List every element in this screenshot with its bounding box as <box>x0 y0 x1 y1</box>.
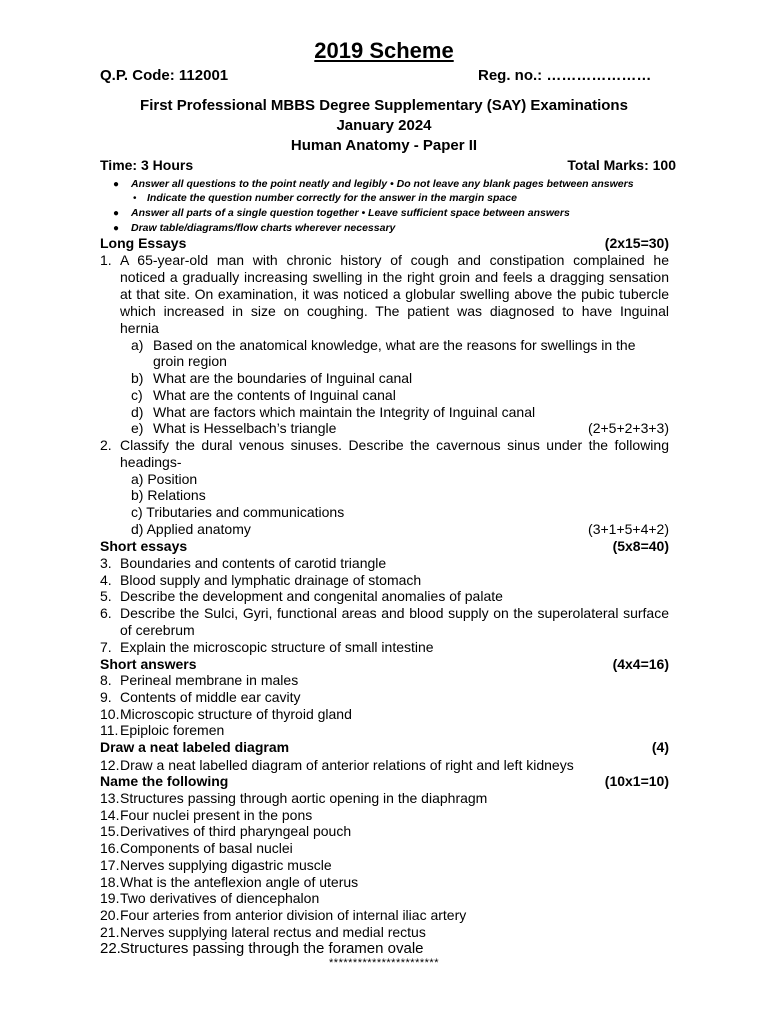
section-name-following <box>100 773 669 789</box>
part-text: Based on the anatomical knowledge, what are the reasons for swellings in the <box>153 337 636 353</box>
question-text: Explain the microscopic structure of small intestine <box>120 639 434 655</box>
question-text: Blood supply and lymphatic drainage of stomach <box>120 572 422 588</box>
exam-title: First Professional MBBS Degree Supplementary (SAY) Examinations <box>140 97 628 114</box>
section-heading: Name the following <box>100 773 229 789</box>
total-marks: Total Marks: 100 <box>567 157 676 173</box>
question-text: Derivatives of third pharyngeal pouch <box>120 823 352 839</box>
reg-no: Reg. no.: ………………… <box>478 67 652 84</box>
instruction-3: Answer all parts of a single question together • Leave sufficient space between answers <box>131 207 570 219</box>
part-label: b) <box>131 370 144 386</box>
question-number: 21. <box>100 924 120 940</box>
question-number: 9. <box>100 689 112 705</box>
part-text: What are the boundaries of Inguinal canal <box>153 370 413 386</box>
question-text: Four arteries from anterior division of internal iliac artery <box>120 907 467 923</box>
part-label: c) <box>131 387 143 403</box>
instruction-2: Indicate the question number correctly for the answer in the margin space <box>147 192 517 204</box>
question-text: Components of basal nuclei <box>120 840 293 856</box>
part-text: c) Tributaries and communications <box>131 504 345 520</box>
instruction-1: Answer all questions to the point neatly and legibly • Do not leave any blank pages between answers <box>131 178 634 190</box>
scheme-title: 2019 Scheme <box>314 38 454 63</box>
question-number: 11. <box>100 722 119 738</box>
section-marks: (4x4=16) <box>612 656 669 672</box>
section-long-essays <box>100 235 669 251</box>
question-marks: (3+1+5+4+2) <box>588 521 669 537</box>
part-text: What are the contents of Inguinal canal <box>153 387 396 403</box>
question-text: Structures passing through aortic opening in the diaphragm <box>120 790 488 806</box>
meta-row <box>100 157 676 173</box>
bullet-icon: ● <box>113 208 120 219</box>
question-number: 15. <box>100 823 120 839</box>
section-heading: Draw a neat labeled diagram <box>100 739 290 755</box>
question-text: Nerves supplying digastric muscle <box>120 857 332 873</box>
part-text: What is Hesselbach’s triangle <box>153 420 337 436</box>
part-label: d) <box>131 404 144 420</box>
footer-stars: *********************** <box>329 957 439 969</box>
bullet-icon: ● <box>113 179 120 190</box>
question-text: hernia <box>120 320 159 336</box>
question-text: Contents of middle ear cavity <box>120 689 301 705</box>
question-number: 18. <box>100 874 120 890</box>
question-text: Describe the development and congenital anomalies of palate <box>120 588 503 604</box>
question-number: 8. <box>100 672 112 688</box>
instruction-4: Draw table/diagrams/flow charts wherever necessary <box>131 222 396 234</box>
subject-title: Human Anatomy - Paper II <box>290 137 478 154</box>
question-number: 6. <box>100 605 112 621</box>
question-number: 10. <box>100 706 120 722</box>
question-number: 20. <box>100 907 120 923</box>
exam-date: January 2024 <box>336 117 432 134</box>
qp-code: Q.P. Code: 112001 <box>100 67 229 84</box>
bullet-icon: ● <box>113 223 120 234</box>
part-label: e) <box>131 420 144 436</box>
question-number: 7. <box>100 639 112 655</box>
question-text: which increased in size on coughing. The patient was diagnosed to have Inguinal <box>120 303 669 319</box>
section-marks: (2x15=30) <box>604 235 669 251</box>
section-heading: Short essays <box>100 538 188 554</box>
part-text: d) Applied anatomy <box>131 521 251 537</box>
question-text: Epiploic foremen <box>120 722 225 738</box>
question-marks: (2+5+2+3+3) <box>588 420 669 436</box>
question-number: 3. <box>100 555 112 571</box>
question-text: Draw a neat labelled diagram of anterior relations of right and left kidneys <box>120 757 574 773</box>
part-text: groin region <box>153 353 227 369</box>
question-number: 5. <box>100 588 112 604</box>
section-marks: (4) <box>651 739 669 755</box>
question-text: at that site. On examination, it was noticed a globular swelling above the pubic tubercle <box>120 286 669 302</box>
question-number: 12. <box>100 757 120 773</box>
section-short-essays <box>100 538 669 554</box>
part-text: b) Relations <box>131 487 206 503</box>
question-number: 22. <box>100 940 121 957</box>
part-label: a) <box>131 337 144 353</box>
time-label: Time: 3 Hours <box>100 157 194 173</box>
bullet-icon: • <box>133 193 137 204</box>
question-text: Four nuclei present in the pons <box>120 807 313 823</box>
question-text: Microscopic structure of thyroid gland <box>120 706 352 722</box>
question-number: 19. <box>100 890 120 906</box>
section-short-answers <box>100 656 669 672</box>
section-heading: Long Essays <box>100 235 187 251</box>
question-text: Boundaries and contents of carotid triangle <box>120 555 387 571</box>
question-text: Perineal membrane in males <box>120 672 299 688</box>
section-diagram <box>100 739 669 755</box>
question-number: 14. <box>100 807 120 823</box>
question-number: 2. <box>100 437 112 453</box>
question-text: noticed a gradually increasing swelling in the right groin and feels a dragging sensation <box>120 269 669 285</box>
question-text: Two derivatives of diencephalon <box>120 890 320 906</box>
question-text: headings- <box>120 454 182 470</box>
question-text: Nerves supplying lateral rectus and medial rectus <box>120 924 426 940</box>
question-number: 17. <box>100 857 120 873</box>
section-heading: Short answers <box>100 656 197 672</box>
question-number: 13. <box>100 790 120 806</box>
section-marks: (5x8=40) <box>612 538 669 554</box>
part-text: What are factors which maintain the Integrity of Inguinal canal <box>153 404 536 420</box>
question-text: A 65-year-old man with chronic history of cough and constipation complained he <box>120 252 669 268</box>
part-text: a) Position <box>131 471 198 487</box>
section-marks: (10x1=10) <box>604 773 669 789</box>
question-text: of cerebrum <box>120 622 195 638</box>
question-number: 1. <box>100 252 112 268</box>
question-text: What is the anteflexion angle of uterus <box>120 874 359 890</box>
question-number: 16. <box>100 840 120 856</box>
question-number: 4. <box>100 572 112 588</box>
question-text: Describe the Sulci, Gyri, functional areas and blood supply on the superolateral surface <box>120 605 669 621</box>
question-text: Structures passing through the foramen ovale <box>120 940 424 957</box>
question-text: Classify the dural venous sinuses. Describe the cavernous sinus under the following <box>120 437 669 453</box>
